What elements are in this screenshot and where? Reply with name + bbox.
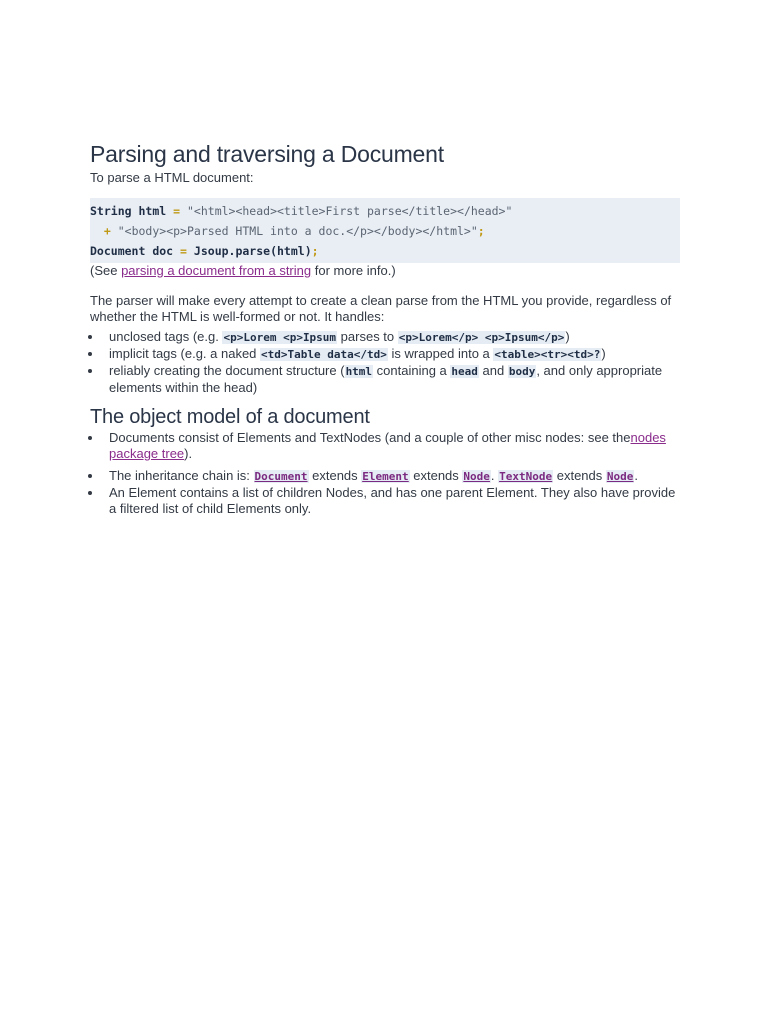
list-item [109, 346, 680, 363]
list-text: ) [601, 346, 606, 361]
code-type: String [90, 204, 132, 218]
list-text: parses to [337, 329, 398, 344]
nodes-package-tree-link[interactable]: nodes package tree [109, 430, 666, 461]
code-variable: doc [152, 244, 174, 258]
list-text: . [634, 468, 639, 483]
node-class-link-2[interactable] [606, 468, 635, 483]
parsing-string-link[interactable]: parsing a document from a string [121, 263, 312, 278]
code-line-3 [90, 241, 680, 261]
inline-code: TextNode [499, 470, 553, 483]
code-operator: + [103, 224, 111, 238]
list-text: extends [409, 468, 463, 483]
list-text: containing a [373, 363, 451, 378]
list-text: , and only appropriate elements within the head) [109, 363, 663, 395]
inline-code: <table><tr><td>? [494, 348, 601, 361]
list-item [109, 329, 680, 346]
list-text: Documents consist of Elements and TextNodes (and a couple of other misc nodes: see the [109, 430, 631, 445]
textnode-class-link[interactable] [498, 468, 553, 483]
list-text: ). [184, 446, 193, 461]
intro-text: To parse a HTML document: [90, 170, 254, 185]
code-semicolon: ; [311, 244, 319, 258]
inline-code: <td>Table data</td> [261, 348, 387, 361]
element-class-link[interactable] [361, 468, 409, 483]
list-text: extends [308, 468, 362, 483]
code-string: "<body><p>Parsed HTML into a doc.</p></body></html>" [117, 224, 478, 238]
inline-code: Node [606, 470, 634, 483]
inline-code: <p>Lorem</p> <p>Ipsum</p> [398, 331, 565, 344]
inline-code: <p>Lorem <p>Ipsum [223, 331, 337, 344]
parser-features-list [90, 329, 680, 396]
inline-code: Node [463, 470, 490, 483]
section-heading: The object model of a document [90, 406, 370, 428]
code-operator: = [180, 244, 187, 258]
list-item [109, 363, 680, 396]
inline-code: body [508, 365, 536, 378]
see-prefix: (See [90, 263, 122, 278]
document-class-link[interactable] [254, 468, 309, 483]
list-text: reliably creating the document structure ( [109, 363, 345, 378]
code-type: Document [90, 244, 146, 258]
list-item [109, 430, 680, 462]
code-operator: = [173, 204, 181, 218]
code-semicolon: ; [477, 224, 485, 238]
list-item: An Element contains a list of children Nodes, and has one parent Element. They also have provide a filtered list of child Elements only. [109, 485, 680, 517]
list-text: The inheritance chain is: [109, 468, 254, 483]
page-title: Parsing and traversing a Document [90, 141, 444, 167]
parser-description: The parser will make every attempt to create a clean parse from the HTML you provide, regardless of whether the HTML is well-formed or not. It handles: [90, 293, 672, 324]
code-string: "<html><head><title>First parse</title></head>" [187, 204, 513, 218]
list-text: unclosed tags (e.g. [109, 329, 223, 344]
code-line-2 [90, 221, 680, 241]
object-model-list [90, 430, 680, 517]
list-item [109, 468, 680, 485]
code-call: Jsoup.parse(html) [193, 244, 312, 258]
code-variable: html [138, 204, 167, 218]
list-text: . [490, 468, 499, 483]
inline-code: Document [254, 470, 308, 483]
see-note [90, 263, 680, 279]
list-text: ) [565, 329, 570, 344]
code-line-1 [90, 201, 680, 221]
list-text: and [478, 363, 508, 378]
list-text: implicit tags (e.g. a naked [109, 346, 261, 361]
document-page [90, 138, 680, 517]
see-suffix: for more info.) [311, 263, 396, 278]
inline-code: Element [362, 470, 409, 483]
inline-code: head [451, 365, 478, 378]
inline-code: html [345, 365, 373, 378]
code-block [90, 198, 680, 263]
node-class-link[interactable] [462, 468, 491, 483]
list-text: extends [553, 468, 606, 483]
list-text: is wrapped into a [387, 346, 494, 361]
